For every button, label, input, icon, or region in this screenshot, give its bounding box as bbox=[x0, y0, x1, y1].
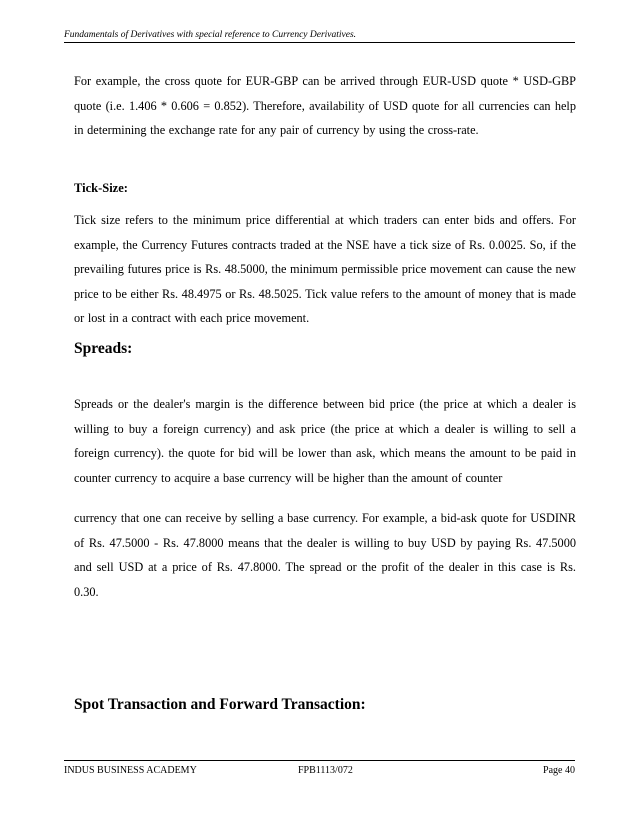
footer-page-number: Page 40 bbox=[543, 765, 575, 776]
heading-tick-size: Tick-Size: bbox=[74, 181, 128, 195]
paragraph-spreads-part-1: Spreads or the dealer's margin is the difference between bid price (the price at which a dealer is willing to buy a foreign currency) and ask price (the price at which a dealer is willing to sell a foreign currency). the quote for bid will be lower than ask, which means the amount to be paid in counter currency to acquire a base currency will be higher than the amount of counter bbox=[74, 397, 576, 485]
running-header: Fundamentals of Derivatives with special reference to Currency Derivatives. bbox=[64, 30, 357, 40]
paragraph-spreads-part-2: currency that one can receive by selling a base currency. For example, a bid-ask quote for USDINR of Rs. 47.5000 - Rs. 47.8000 means that the dealer is willing to buy USD by paying Rs. 47.5000 and sell USD at a price of Rs. 47.8000. The spread or the profit of the dealer in this case is Rs. 0.30. bbox=[74, 511, 576, 599]
heading-spreads: Spreads: bbox=[74, 340, 133, 357]
paragraph-cross-quote: For example, the cross quote for EUR-GBP can be arrived through EUR-USD quote * USD-GBP quote (i.e. 1.406 * 0.606 = 0.852). Therefore, availability of USD quote for all currencies can help in determining the exchange rate for any pair of currency by using the cross-rate. bbox=[74, 74, 576, 137]
heading-spot-forward-transaction: Spot Transaction and Forward Transaction: bbox=[74, 696, 366, 713]
header-divider bbox=[64, 42, 575, 43]
footer-code: FPB1113/072 bbox=[298, 765, 353, 776]
paragraph-tick-size: Tick size refers to the minimum price differential at which traders can enter bids and offers. For example, the Currency Futures contracts traded at the NSE have a tick size of Rs. 0.0025. So, if the prevailing futures price is Rs. 48.5000, the minimum permissible price movement can cause the new price to be either Rs. 48.4975 or Rs. 48.5025. Tick value refers to the amount of money that is made or lost in a contract with each price movement. bbox=[74, 213, 576, 325]
footer-institution: INDUS BUSINESS ACADEMY bbox=[64, 765, 197, 776]
footer-divider bbox=[64, 760, 575, 761]
